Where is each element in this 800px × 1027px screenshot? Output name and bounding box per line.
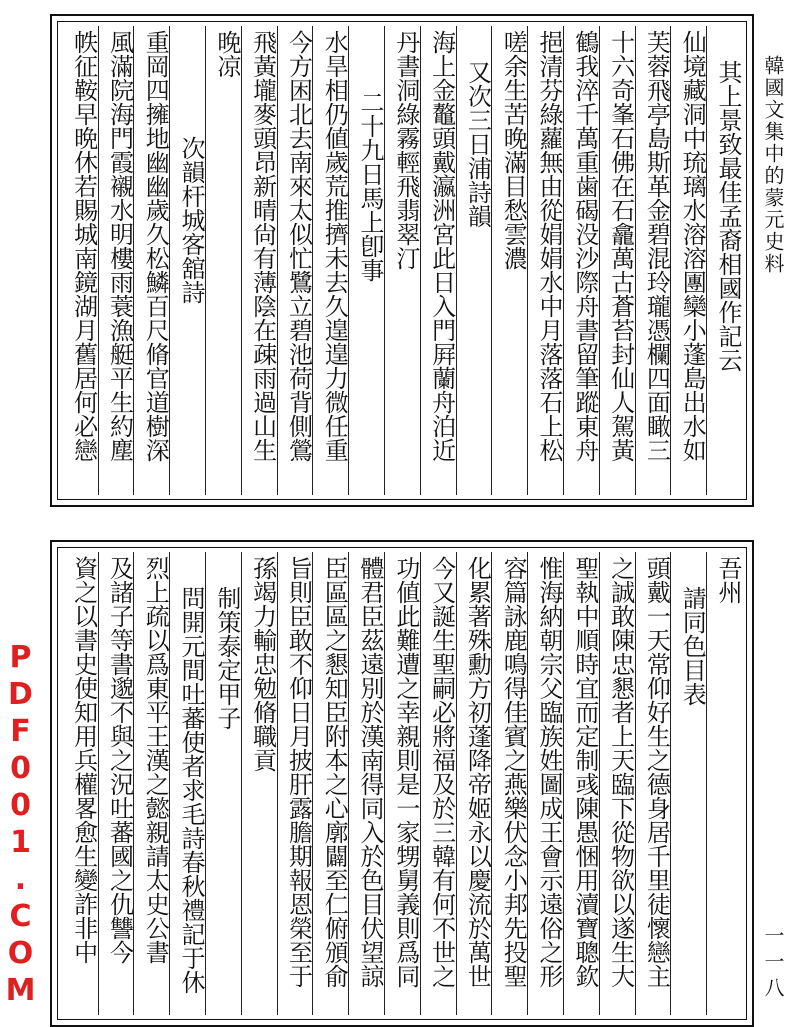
text-column: 帙征鞍早晩休若賜城南鏡湖月舊居何必戀 — [69, 30, 98, 462]
text-column: 晚凉 — [205, 26, 241, 495]
text-column: 今又誕生聖嗣必將福及於三韓有何不世之 — [420, 552, 456, 1015]
poem-title: 二十九日馬上卽事 — [348, 26, 384, 495]
text-column: 惟海納朝宗父臨族姓圖成王會示遠俗之形 — [527, 552, 563, 1015]
text-column: 嗟余生苦晚滿目愁雲濃 — [491, 26, 527, 495]
watermark: PDF001.COM — [3, 640, 38, 1010]
poem-title: 又次三日浦詩韻 — [456, 26, 492, 495]
page-number: 一一八 — [761, 925, 785, 1003]
text-column: 十六奇峯石佛在石龕萬古蒼苔封仙人駕黃 — [599, 26, 635, 495]
text-column: 丹書洞綠霧輕飛翡翠汀 — [384, 26, 420, 495]
text-column: 芙蓉飛亭島斯革金碧混玲瓏憑欄四面瞰三 — [635, 26, 671, 495]
section-title: 請同色目表 — [670, 552, 706, 1015]
text-column: 風滿院海門霞襯水明樓雨蓑漁艇平生約塵 — [98, 26, 134, 495]
text-column: 水旱相仍値歲荒推擠未去久遑遑力微任重 — [312, 26, 348, 495]
text-column: 重岡四擁地幽幽歲久松鱗百尺脩官道樹深 — [133, 26, 169, 495]
text-column: 資之以書史使知用兵權畧愈生變詐非中 — [69, 556, 98, 964]
text-column: 其上景致最佳孟裔相國作記云 — [706, 26, 742, 495]
text-column: 臣區區之懇知臣附本之心廓闢至仁俯頒俞 — [312, 552, 348, 1015]
text-column: 飛黃壠麥頭昂新晴尙有薄陰在疎雨過山生 — [241, 26, 277, 495]
text-column: 海上金鼇頭戴瀛洲宮此日入門屛蘭舟泊近 — [420, 26, 456, 495]
text-column: 聖執中順時宜而定制彧陳愚悃用瀆寶聰欽 — [563, 552, 599, 1015]
text-column: 孫竭力輸忠勉脩職貢 — [241, 552, 277, 1015]
text-column: 頭戴一天常仰好生之德身居千里徒懷戀主 — [635, 552, 671, 1015]
book-title: 韓國文集中的蒙元史料 — [761, 55, 785, 275]
text-column: 烈上疏以爲東平王漢之懿親請太史公書 — [133, 552, 169, 1015]
poem-title: 次韻杆城客舘詩 — [169, 26, 205, 495]
text-column: 今方困北去南來太似忙鷺立碧池荷背側鶯 — [277, 26, 313, 495]
text-column: 化累著殊勳方初蓬降帝姬永以慶流於萬世 — [456, 552, 492, 1015]
lower-text-block — [62, 552, 742, 1015]
text-column: 挹清芬綠蘿無由從娟娟水中月落落石上松 — [527, 26, 563, 495]
text-column: 體君臣茲遠別於漢南得同入於色目伏望諒 — [348, 552, 384, 1015]
text-column: 仙境藏洞中琉璃水溶溶團欒小蓬島出水如 — [670, 26, 706, 495]
text-column: 旨則臣敢不仰日月披肝露膽期報恩榮至于 — [277, 552, 313, 1015]
section-title: 制策泰定甲子 — [205, 552, 241, 1015]
text-column: 吾州 — [706, 552, 742, 1015]
text-column: 鶴我淬千萬重歯碣没沙際舟書留筆蹤東舟 — [563, 26, 599, 495]
text-column: 容篇詠鹿鳴得佳賓之燕樂伏念小邦先投聖 — [491, 552, 527, 1015]
text-column: 問開元間吐蕃使者求毛詩春秋禮記于休 — [169, 552, 205, 1015]
text-column: 之誠敢陳忠懇者上天臨下從物欲以遂生大 — [599, 552, 635, 1015]
text-column: 功値此難遭之幸親則是一家甥舅義則爲同 — [384, 552, 420, 1015]
text-column: 及諸子等書邈不與之況吐蕃國之仇讐今 — [98, 552, 134, 1015]
upper-text-block — [62, 26, 742, 495]
